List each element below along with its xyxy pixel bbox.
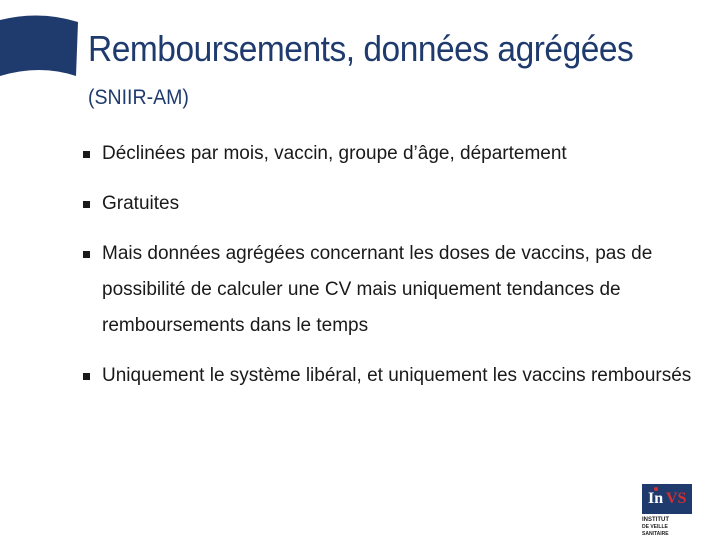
page-subtitle: (SNIIR-AM): [88, 86, 189, 109]
logo-line-2: DE VEILLE: [642, 524, 668, 530]
logo-badge: [642, 484, 692, 514]
bullet-marker: [83, 201, 90, 208]
logo-in-text: In: [648, 490, 664, 507]
bullet-item: [80, 358, 700, 394]
logo-line-3: SANITAIRE: [642, 531, 669, 537]
invs-logo: [640, 484, 706, 537]
logo-line-1: INSTITUT: [642, 517, 669, 523]
bullet-text: Uniquement le système libéral, et uniquement les vaccins remboursés: [102, 365, 692, 386]
flag-icon: [0, 14, 80, 80]
page-title: Remboursements, données agrégées: [88, 28, 634, 69]
bullet-item: [80, 186, 700, 222]
bullet-item: [80, 136, 700, 172]
bullet-marker: [83, 251, 90, 258]
bullet-item: [80, 236, 700, 344]
bullet-marker: [83, 151, 90, 158]
logo-vs-text: VS: [666, 490, 687, 507]
bullet-marker: [83, 373, 90, 380]
bullet-text: Mais données agrégées concernant les doses de vaccins, pas de possibilité de calculer une CV mais uniquement tendances de remboursements dans le temps: [102, 243, 653, 336]
bullet-list: [80, 136, 700, 394]
bullet-text: Déclinées par mois, vaccin, groupe d’âge, département: [102, 143, 567, 164]
bullet-text: Gratuites: [102, 193, 180, 214]
